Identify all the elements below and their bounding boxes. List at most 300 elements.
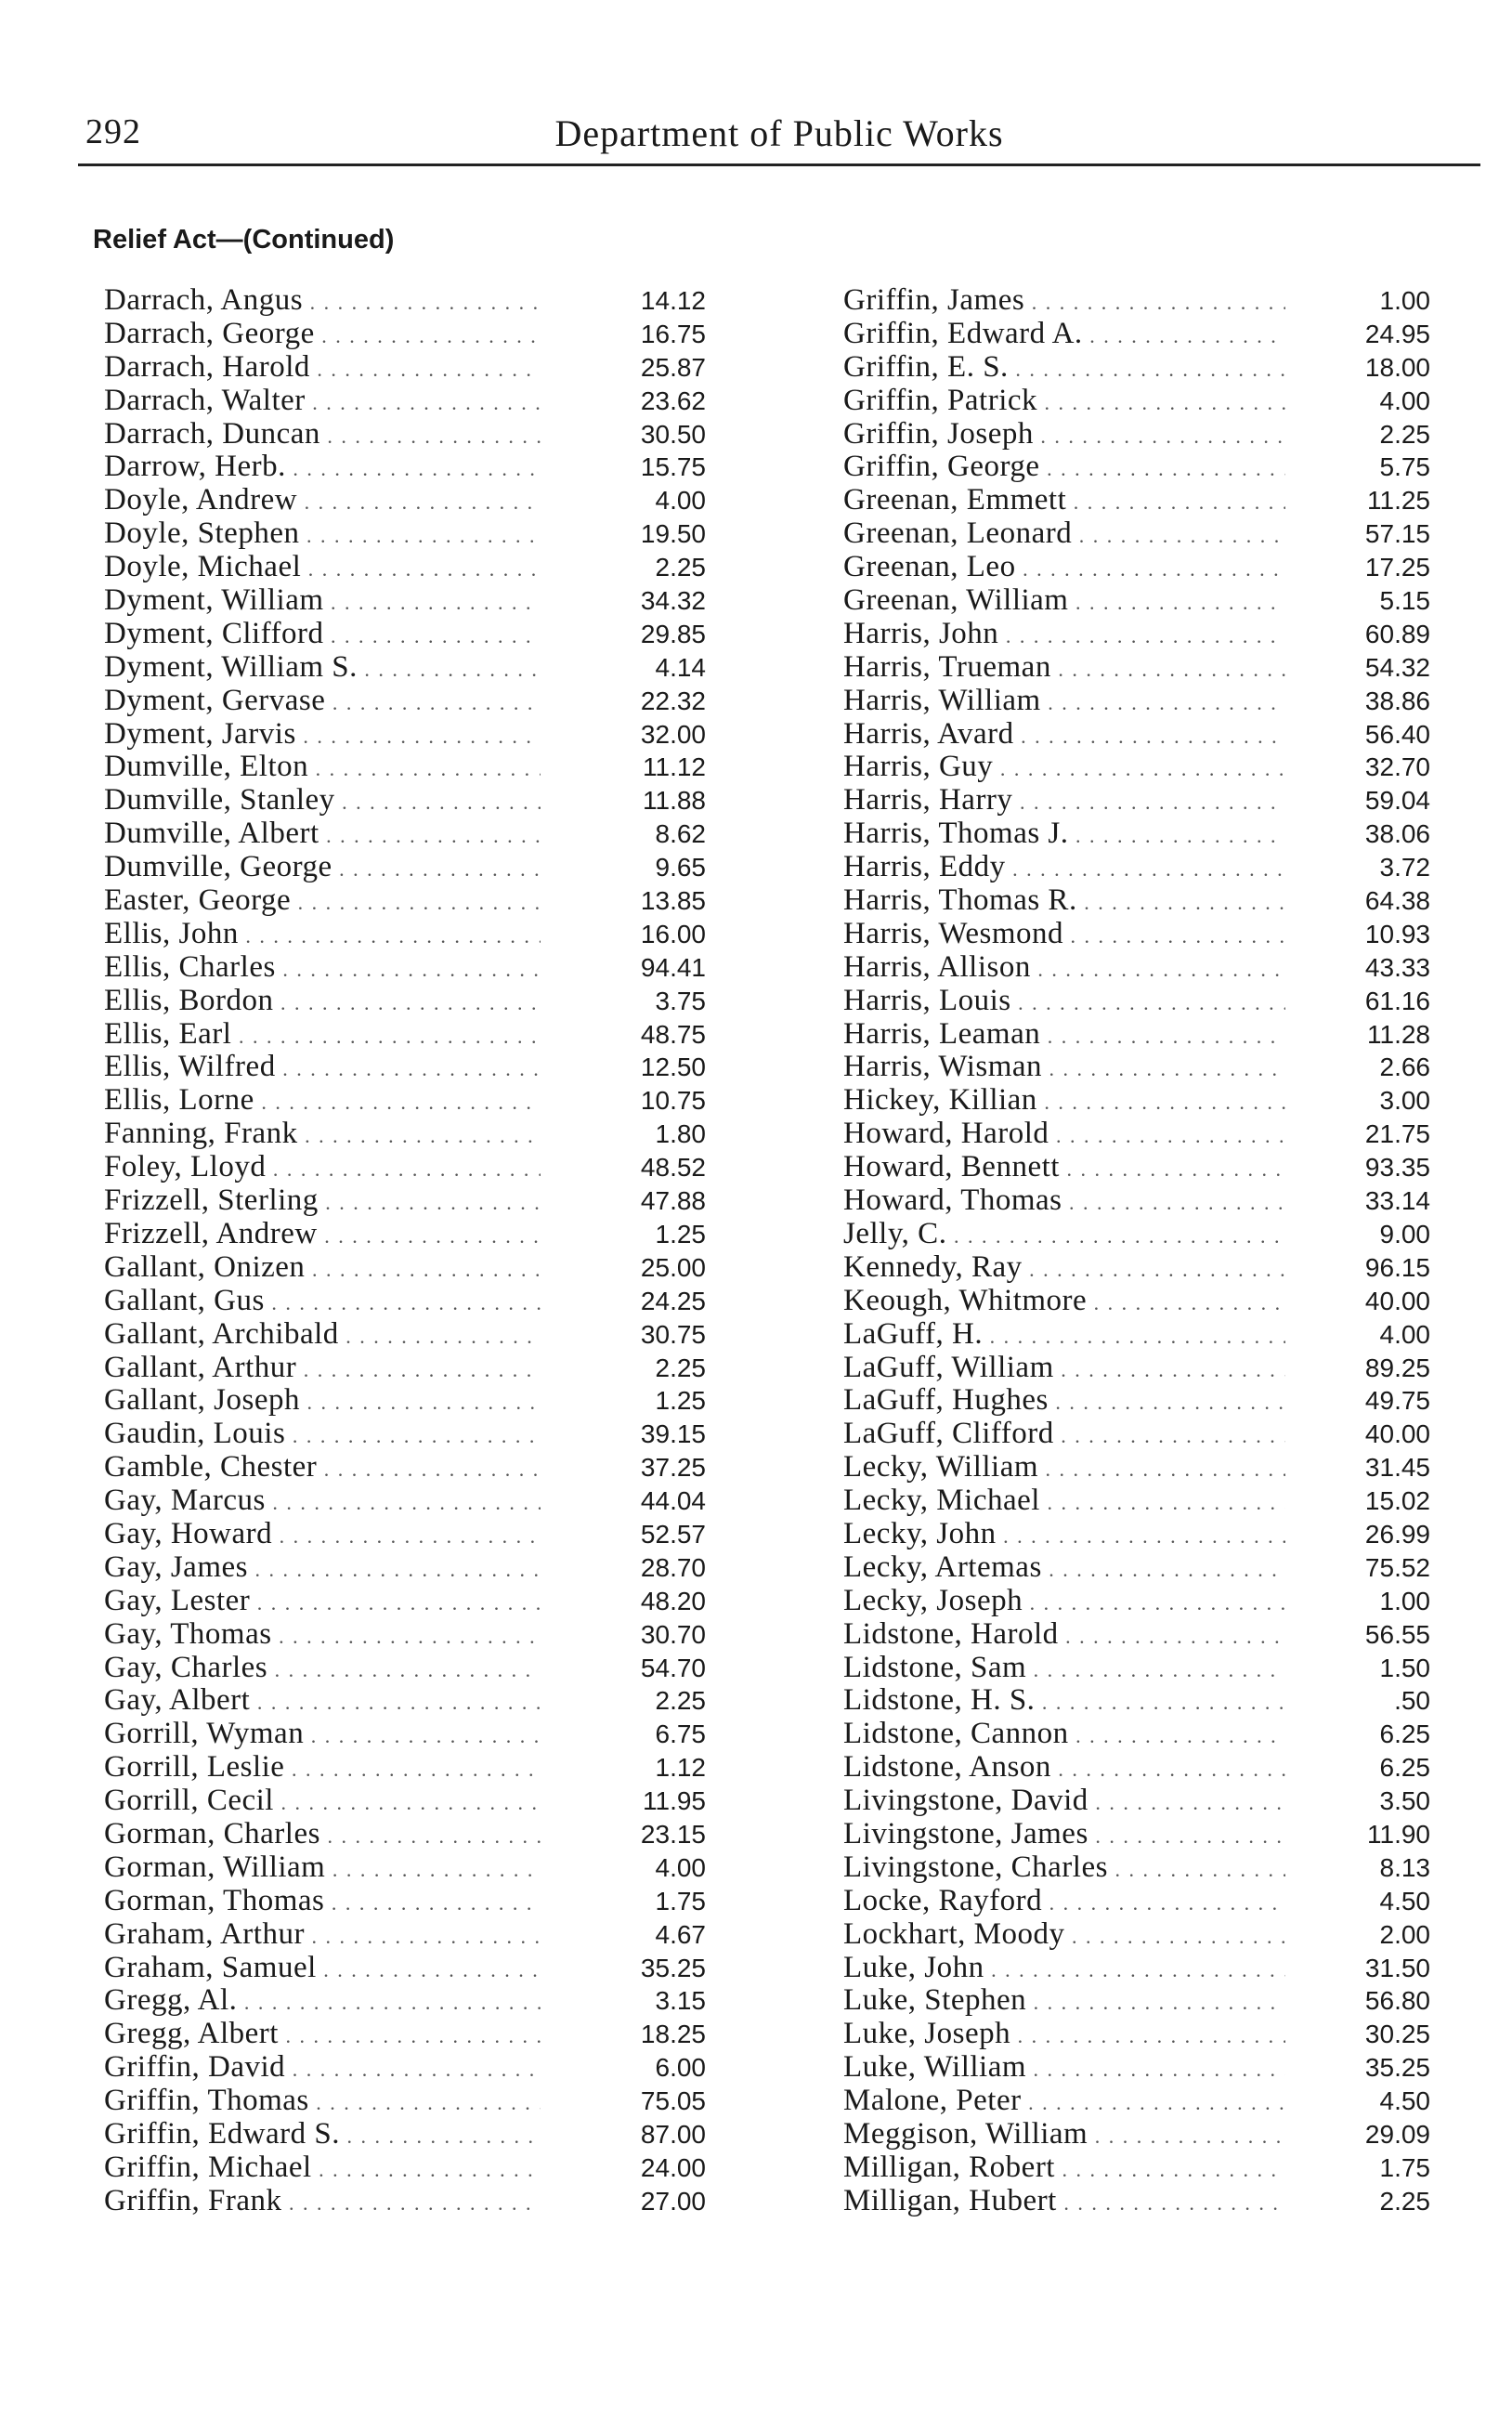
- list-item: [843, 1518, 1430, 1551]
- payee-name: Luke, Joseph . . .: [843, 2018, 1285, 2051]
- payment-amount: 37.25: [640, 1453, 706, 1483]
- list-item: [843, 1818, 1430, 1851]
- payee-name: Lidstone, Sam . . .: [843, 1652, 1285, 1685]
- payee-name: Darrach, Duncan . . .: [104, 418, 541, 451]
- payee-name: Harris, Leaman . . .: [843, 1018, 1285, 1052]
- payee-name: Gallant, Joseph . . .: [104, 1384, 541, 1418]
- list-item: [843, 1918, 1430, 1952]
- list-item: [843, 817, 1430, 851]
- list-item: [843, 784, 1430, 817]
- list-item: [843, 851, 1430, 884]
- list-item: [104, 2118, 706, 2151]
- payee-name: Griffin, Frank . . .: [104, 2185, 541, 2218]
- list-item: [104, 1751, 706, 1785]
- payee-name: Griffin, David . . .: [104, 2051, 541, 2085]
- payment-amount: 48.20: [640, 1586, 706, 1615]
- list-item: [843, 2018, 1430, 2051]
- payment-amount: 31.45: [1364, 1453, 1430, 1483]
- list-item: [843, 318, 1430, 351]
- list-item: [843, 1585, 1430, 1618]
- payee-name: Gallant, Onizen . . .: [104, 1251, 541, 1285]
- payee-name: Gay, Albert . . .: [104, 1684, 541, 1718]
- payment-amount: 3.00: [1379, 1086, 1430, 1116]
- list-item: [104, 951, 706, 985]
- payment-amount: 34.32: [640, 586, 706, 616]
- list-item: [104, 751, 706, 784]
- list-item: [104, 784, 706, 817]
- list-item: [843, 1184, 1430, 1218]
- list-item: [843, 751, 1430, 784]
- payment-amount: 31.50: [1364, 1953, 1430, 1982]
- list-item: [104, 318, 706, 351]
- list-item: [843, 651, 1430, 685]
- payment-amount: 94.41: [640, 952, 706, 982]
- payee-name: Gorman, William . . .: [104, 1851, 541, 1885]
- payee-name: Gallant, Archibald . . .: [104, 1318, 541, 1352]
- list-item: [104, 1118, 706, 1151]
- payment-amount: 17.25: [1364, 553, 1430, 582]
- payee-name: Harris, Thomas J. . . .: [843, 817, 1285, 851]
- payee-name: LaGuff, H. . . .: [843, 1318, 1285, 1352]
- payee-name: Dumville, Elton . . .: [104, 751, 541, 784]
- list-item: [843, 584, 1430, 618]
- payment-amount: 4.00: [1379, 1319, 1430, 1349]
- payee-name: Kennedy, Ray . . .: [843, 1251, 1285, 1285]
- payee-name: Dyment, William S. . . .: [104, 651, 541, 685]
- payee-name: Gay, Marcus . . .: [104, 1484, 541, 1518]
- payment-amount: 61.16: [1364, 986, 1430, 1015]
- payment-amount: 38.06: [1364, 819, 1430, 849]
- payee-name: Doyle, Andrew . . .: [104, 484, 541, 517]
- payee-name: Harris, William . . .: [843, 685, 1285, 718]
- payment-amount: 1.75: [1379, 2152, 1430, 2182]
- payee-name: Graham, Samuel . . .: [104, 1952, 541, 1985]
- payment-amount: 11.28: [1367, 1019, 1430, 1049]
- list-item: [843, 685, 1430, 718]
- payee-name: Milligan, Robert . . .: [843, 2151, 1285, 2185]
- payee-name: Livingstone, James . . .: [843, 1818, 1285, 1851]
- payee-name: Graham, Arthur . . .: [104, 1918, 541, 1952]
- list-item: [104, 718, 706, 752]
- list-item: [104, 1851, 706, 1885]
- payment-amount: 22.32: [640, 686, 706, 715]
- payment-amount: 43.33: [1364, 952, 1430, 982]
- payee-name: Griffin, Edward A. . . .: [843, 318, 1285, 351]
- payee-name: Griffin, Thomas . . .: [104, 2085, 541, 2118]
- payment-amount: 44.04: [640, 1486, 706, 1516]
- list-item: [843, 451, 1430, 484]
- payment-amount: 1.75: [655, 1886, 706, 1916]
- payee-name: Fanning, Frank . . .: [104, 1118, 541, 1151]
- payment-amount: 52.57: [640, 1519, 706, 1549]
- payment-amount: 5.15: [1379, 586, 1430, 616]
- payment-amount: 5.75: [1379, 452, 1430, 482]
- payment-amount: 26.99: [1364, 1519, 1430, 1549]
- payee-name: Locke, Rayford . . .: [843, 1885, 1285, 1918]
- list-item: [104, 1352, 706, 1385]
- list-item: [104, 1384, 706, 1418]
- payment-amount: 30.25: [1364, 2020, 1430, 2049]
- payment-amount: 54.70: [640, 1653, 706, 1682]
- section-title: Relief Act—(Continued): [93, 225, 395, 255]
- payee-name: Griffin, Edward S. . . .: [104, 2118, 541, 2151]
- payee-name: Griffin, George . . .: [843, 451, 1285, 484]
- payment-amount: 2.66: [1379, 1053, 1430, 1082]
- payment-amount: 4.50: [1379, 2086, 1430, 2116]
- list-item: [104, 1718, 706, 1751]
- payment-amount: 21.75: [1364, 1119, 1430, 1149]
- payee-name: Ellis, Charles . . .: [104, 951, 541, 985]
- payment-amount: 2.25: [655, 1353, 706, 1382]
- payee-name: Gamble, Chester . . .: [104, 1451, 541, 1484]
- list-item: [104, 651, 706, 685]
- payment-amount: 11.95: [643, 1786, 706, 1816]
- payment-amount: 2.25: [655, 1686, 706, 1716]
- payment-amount: 6.25: [1379, 1719, 1430, 1749]
- payee-name: Gorrill, Wyman . . .: [104, 1718, 541, 1751]
- payment-amount: 87.00: [640, 2119, 706, 2149]
- list-item: [843, 1484, 1430, 1518]
- payment-amount: 16.00: [640, 919, 706, 948]
- payment-amount: 49.75: [1364, 1386, 1430, 1416]
- payee-name: Gay, Howard . . .: [104, 1518, 541, 1551]
- payment-amount: 35.25: [1364, 2053, 1430, 2083]
- payment-amount: 75.05: [640, 2086, 706, 2116]
- payee-name: Harris, Guy . . .: [843, 751, 1285, 784]
- payee-name: Dumville, Albert . . .: [104, 817, 541, 851]
- list-item: [843, 1318, 1430, 1352]
- list-item: [843, 1218, 1430, 1251]
- payment-amount: 6.75: [655, 1719, 706, 1749]
- payee-name: Hickey, Killian . . .: [843, 1084, 1285, 1118]
- payment-amount: 40.00: [1364, 1419, 1430, 1449]
- payee-name: Darrow, Herb. . . .: [104, 451, 541, 484]
- list-item: [843, 1751, 1430, 1785]
- list-item: [104, 851, 706, 884]
- list-item: [843, 2185, 1430, 2218]
- list-item: [843, 1018, 1430, 1052]
- payee-name: Gallant, Gus . . .: [104, 1285, 541, 1318]
- payment-amount: 4.00: [655, 1852, 706, 1882]
- payment-amount: 93.35: [1364, 1153, 1430, 1183]
- payee-name: Dumville, George . . .: [104, 851, 541, 884]
- payee-name: Livingstone, David . . .: [843, 1785, 1285, 1818]
- list-item: [104, 1285, 706, 1318]
- payee-name: Gallant, Arthur . . .: [104, 1352, 541, 1385]
- list-item: [843, 517, 1430, 551]
- list-item: [843, 1618, 1430, 1652]
- list-item: [843, 284, 1430, 318]
- payee-name: Lecky, Joseph . . .: [843, 1585, 1285, 1618]
- list-item: [843, 718, 1430, 752]
- list-item: [843, 1684, 1430, 1718]
- payee-name: Lidstone, Anson . . .: [843, 1751, 1285, 1785]
- list-item: [104, 884, 706, 918]
- payee-name: Lockhart, Moody . . .: [843, 1918, 1285, 1952]
- list-item: [104, 2085, 706, 2118]
- list-item: [843, 1984, 1430, 2018]
- payee-name: Ellis, Wilfred . . .: [104, 1051, 541, 1084]
- list-item: [104, 284, 706, 318]
- payment-amount: 29.09: [1364, 2119, 1430, 2149]
- list-item: [843, 1418, 1430, 1451]
- payee-name: Griffin, James . . .: [843, 284, 1285, 318]
- list-item: [843, 884, 1430, 918]
- payee-name: Livingstone, Charles . . .: [843, 1851, 1285, 1885]
- list-item: [104, 1318, 706, 1352]
- list-item: [104, 685, 706, 718]
- payment-amount: 8.13: [1379, 1852, 1430, 1882]
- payee-name: Easter, George . . .: [104, 884, 541, 918]
- payee-name: Frizzell, Sterling . . .: [104, 1184, 541, 1218]
- payment-amount: 4.67: [655, 1919, 706, 1949]
- payment-amount: 54.32: [1364, 652, 1430, 682]
- payment-amount: 11.88: [643, 786, 706, 816]
- list-item: [843, 1718, 1430, 1751]
- payment-amount: 1.50: [1379, 1653, 1430, 1682]
- payment-amount: 3.15: [655, 1986, 706, 2016]
- payment-amount: 75.52: [1364, 1552, 1430, 1582]
- list-item: [104, 418, 706, 451]
- payee-name: LaGuff, William . . .: [843, 1352, 1285, 1385]
- list-item: [843, 484, 1430, 517]
- list-item: [843, 1251, 1430, 1285]
- payee-name: Harris, John . . .: [843, 618, 1285, 651]
- payment-amount: 23.15: [640, 1819, 706, 1849]
- payee-name: Gregg, Albert . . .: [104, 2018, 541, 2051]
- payment-amount: 4.00: [655, 486, 706, 516]
- list-item: [104, 1151, 706, 1184]
- payment-amount: 32.70: [1364, 752, 1430, 782]
- list-item: [104, 1084, 706, 1118]
- payment-amount: 30.70: [640, 1619, 706, 1649]
- payee-name: Lidstone, Cannon . . .: [843, 1718, 1285, 1751]
- payee-name: Meggison, William . . .: [843, 2118, 1285, 2151]
- payee-name: Griffin, Patrick . . .: [843, 385, 1285, 418]
- payment-amount: 3.75: [655, 986, 706, 1015]
- payment-amount: 2.25: [1379, 2186, 1430, 2216]
- payment-amount: 40.00: [1364, 1286, 1430, 1315]
- list-item: [843, 418, 1430, 451]
- payee-name: Luke, William . . .: [843, 2051, 1285, 2085]
- list-item: [104, 1484, 706, 1518]
- payment-amount: 23.62: [640, 386, 706, 415]
- list-item: [104, 1184, 706, 1218]
- payee-name: Gregg, Al. . . .: [104, 1984, 541, 2018]
- list-item: [104, 1684, 706, 1718]
- payee-name: LaGuff, Clifford . . .: [843, 1418, 1285, 1451]
- payment-amount: 56.55: [1364, 1619, 1430, 1649]
- payee-name: Lecky, William . . .: [843, 1451, 1285, 1484]
- list-item: [104, 1418, 706, 1451]
- payment-amount: 48.75: [640, 1019, 706, 1049]
- list-item: [104, 385, 706, 418]
- payment-amount: 64.38: [1364, 886, 1430, 916]
- list-item: [104, 817, 706, 851]
- payee-name: Howard, Bennett . . .: [843, 1151, 1285, 1184]
- payee-name: Ellis, John . . .: [104, 918, 541, 951]
- list-item: [843, 1885, 1430, 1918]
- left-column: [104, 284, 706, 2218]
- payee-name: Harris, Allison . . .: [843, 951, 1285, 985]
- list-item: [104, 1785, 706, 1818]
- payee-name: Griffin, E. S. . . .: [843, 351, 1285, 385]
- payee-name: Gaudin, Louis . . .: [104, 1418, 541, 1451]
- list-item: [104, 1051, 706, 1084]
- payee-name: Harris, Louis . . .: [843, 985, 1285, 1018]
- payee-name: Lecky, Michael . . .: [843, 1484, 1285, 1518]
- list-item: [843, 1084, 1430, 1118]
- list-item: [843, 1051, 1430, 1084]
- payment-amount: 11.90: [1367, 1819, 1430, 1849]
- list-item: [104, 2051, 706, 2085]
- list-item: [843, 1151, 1430, 1184]
- payment-amount: 18.25: [640, 2020, 706, 2049]
- payment-amount: 1.00: [1379, 286, 1430, 315]
- list-item: [843, 551, 1430, 584]
- payee-name: Harris, Avard . . .: [843, 718, 1285, 752]
- payment-amount: 14.12: [640, 286, 706, 315]
- payment-amount: 3.50: [1379, 1786, 1430, 1816]
- payment-amount: 6.25: [1379, 1753, 1430, 1783]
- list-item: [104, 1885, 706, 1918]
- list-item: [104, 1952, 706, 1985]
- payment-amount: 35.25: [640, 1953, 706, 1982]
- list-item: [843, 951, 1430, 985]
- payment-amount: 30.50: [640, 419, 706, 449]
- payee-name: Milligan, Hubert . . .: [843, 2185, 1285, 2218]
- payment-amount: 32.00: [640, 719, 706, 749]
- payee-name: Dumville, Stanley . . .: [104, 784, 541, 817]
- payee-name: Lidstone, H. S. . . .: [843, 1684, 1285, 1718]
- payment-amount: 29.85: [640, 619, 706, 648]
- payment-amount: 24.25: [640, 1286, 706, 1315]
- list-item: [104, 484, 706, 517]
- payee-name: Ellis, Bordon . . .: [104, 985, 541, 1018]
- payee-name: Keough, Whitmore . . .: [843, 1285, 1285, 1318]
- payment-amount: .50: [1394, 1686, 1430, 1716]
- list-item: [104, 1618, 706, 1652]
- payment-amount: 1.25: [655, 1219, 706, 1249]
- payee-name: Doyle, Stephen . . .: [104, 517, 541, 551]
- payee-name: Greenan, Leonard . . .: [843, 517, 1285, 551]
- payee-name: Greenan, Leo . . .: [843, 551, 1285, 584]
- payee-name: Harris, Thomas R. . . .: [843, 884, 1285, 918]
- payee-name: Jelly, C. . . .: [843, 1218, 1285, 1251]
- payment-amount: 33.14: [1364, 1186, 1430, 1216]
- list-item: [843, 385, 1430, 418]
- list-item: [104, 1451, 706, 1484]
- payment-amount: 3.72: [1379, 853, 1430, 883]
- payment-amount: 13.85: [640, 886, 706, 916]
- list-item: [843, 985, 1430, 1018]
- payee-name: Gay, Charles . . .: [104, 1652, 541, 1685]
- payment-amount: 15.02: [1364, 1486, 1430, 1516]
- payment-amount: 59.04: [1364, 786, 1430, 816]
- list-item: [843, 2118, 1430, 2151]
- payment-amount: 15.75: [640, 452, 706, 482]
- payee-name: Howard, Harold . . .: [843, 1118, 1285, 1151]
- payee-name: Malone, Peter . . .: [843, 2085, 1285, 2118]
- header-rule: [78, 163, 1480, 166]
- list-item: [104, 551, 706, 584]
- running-head: Department of Public Works: [554, 112, 1004, 154]
- payee-name: Harris, Wesmond . . .: [843, 918, 1285, 951]
- list-item: [104, 2151, 706, 2185]
- list-item: [104, 618, 706, 651]
- payment-amount: 1.00: [1379, 1586, 1430, 1615]
- list-item: [104, 451, 706, 484]
- payment-amount: 2.00: [1379, 1919, 1430, 1949]
- payment-amount: 38.86: [1364, 686, 1430, 715]
- payee-name: Foley, Lloyd . . .: [104, 1151, 541, 1184]
- payment-amount: 9.00: [1379, 1219, 1430, 1249]
- list-item: [104, 918, 706, 951]
- payment-amount: 4.50: [1379, 1886, 1430, 1916]
- list-item: [104, 1918, 706, 1952]
- list-item: [104, 2018, 706, 2051]
- payment-amount: 27.00: [640, 2186, 706, 2216]
- payee-name: Harris, Wisman . . .: [843, 1051, 1285, 1084]
- payee-name: Luke, John . . .: [843, 1952, 1285, 1985]
- payment-amount: 39.15: [640, 1419, 706, 1449]
- payment-amount: 4.00: [1379, 386, 1430, 415]
- payee-name: Darrach, Walter . . .: [104, 385, 541, 418]
- list-item: [843, 1551, 1430, 1585]
- payment-amount: 25.87: [640, 352, 706, 382]
- payee-name: Dyment, Gervase . . .: [104, 685, 541, 718]
- list-item: [843, 1118, 1430, 1151]
- payee-name: Gorrill, Cecil . . .: [104, 1785, 541, 1818]
- list-item: [843, 2085, 1430, 2118]
- payee-name: Gay, James . . .: [104, 1551, 541, 1585]
- payee-name: Doyle, Michael . . .: [104, 551, 541, 584]
- list-item: [104, 1984, 706, 2018]
- payment-amount: 1.12: [655, 1753, 706, 1783]
- list-item: [843, 1851, 1430, 1885]
- payment-amount: 57.15: [1364, 519, 1430, 549]
- payment-amount: 11.12: [643, 752, 706, 782]
- payee-name: Ellis, Earl . . .: [104, 1018, 541, 1052]
- list-item: [104, 1251, 706, 1285]
- list-item: [104, 351, 706, 385]
- payment-amount: 4.14: [655, 652, 706, 682]
- list-item: [843, 618, 1430, 651]
- page-header: [78, 111, 1480, 167]
- list-item: [843, 351, 1430, 385]
- payee-name: Frizzell, Andrew . . .: [104, 1218, 541, 1251]
- list-item: [104, 1652, 706, 1685]
- payee-name: Gorrill, Leslie . . .: [104, 1751, 541, 1785]
- payment-amount: 30.75: [640, 1319, 706, 1349]
- payment-amount: 16.75: [640, 319, 706, 348]
- payment-amount: 9.65: [655, 853, 706, 883]
- payment-amount: 48.52: [640, 1153, 706, 1183]
- payee-name: Gay, Lester . . .: [104, 1585, 541, 1618]
- list-item: [843, 2151, 1430, 2185]
- payee-name: Ellis, Lorne . . .: [104, 1084, 541, 1118]
- payment-amount: 96.15: [1364, 1252, 1430, 1282]
- payee-name: Harris, Harry . . .: [843, 784, 1285, 817]
- list-item: [104, 584, 706, 618]
- list-item: [104, 1218, 706, 1251]
- payment-amount: 10.93: [1364, 919, 1430, 948]
- payee-name: Harris, Trueman . . .: [843, 651, 1285, 685]
- payee-name: Harris, Eddy . . .: [843, 851, 1285, 884]
- payee-name: Gay, Thomas . . .: [104, 1618, 541, 1652]
- payee-name: Dyment, William . . .: [104, 584, 541, 618]
- payee-name: Darrach, George . . .: [104, 318, 541, 351]
